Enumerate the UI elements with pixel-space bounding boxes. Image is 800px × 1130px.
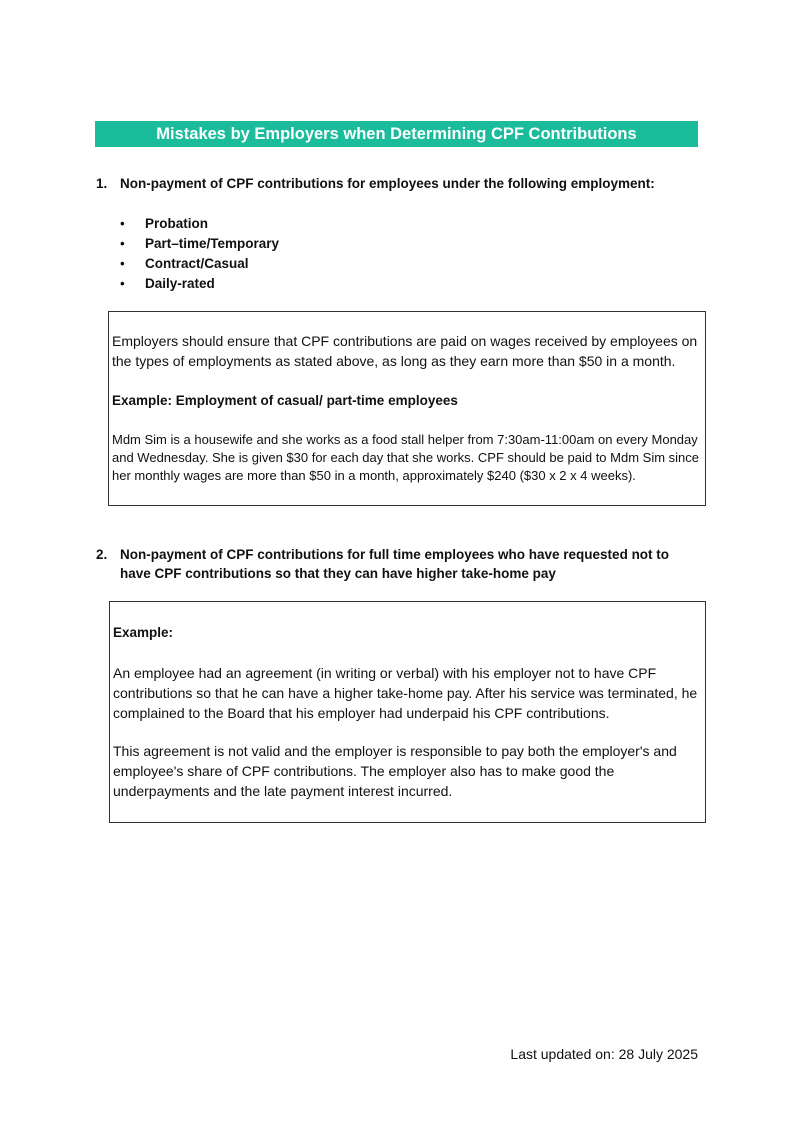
section-2-paragraph-1: An employee had an agreement (in writing or verbal) with his employer not to have CPF contributions so that he can have a higher take-home pay. After his service was terminated, he complained to the Board that his employer had underpaid his CPF contributions. — [113, 665, 698, 721]
list-item — [120, 274, 279, 294]
section-1-heading — [96, 174, 716, 194]
section-1-example-text: Mdm Sim is a housewife and she works as a food stall helper from 7:30am-11:00am on every Monday and Wednesday. She is given $30 for each day that she works. CPF should be paid to Mdm Sim since her monthly wages are more than $50 in a month, approximately $240 ($30 x 2 x 4 weeks). — [112, 432, 699, 483]
last-updated-label: Last updated on: 28 July 2025 — [510, 1046, 698, 1062]
section-1-example-heading: Example: Employment of casual/ part-time employees — [112, 393, 458, 408]
section-2-heading-text: Non-payment of CPF contributions for full time employees who have requested not to have CPF contributions so that they can have higher take-home pay — [120, 547, 670, 581]
section-1-example-box — [108, 311, 706, 506]
list-item — [120, 234, 279, 254]
page-title: Mistakes by Employers when Determining CPF Contributions — [95, 121, 698, 147]
section-2-example-heading: Example: — [113, 625, 174, 640]
section-2-number: 2. — [96, 547, 108, 562]
section-2-example-box — [109, 601, 706, 823]
section-1-number: 1. — [96, 176, 108, 191]
section-1-heading-text: Non-payment of CPF contributions for employees under the following employment: — [120, 176, 655, 191]
list-item-label: Daily-rated — [145, 276, 215, 291]
list-item-label: Contract/Casual — [145, 256, 249, 271]
list-item-label: Probation — [145, 216, 208, 231]
list-item — [120, 214, 279, 234]
list-item-label: Part–time/Temporary — [145, 236, 280, 251]
bullet-icon: • — [120, 236, 125, 251]
employment-types-list — [120, 214, 279, 294]
bullet-icon: • — [120, 256, 125, 271]
section-2-heading — [96, 545, 716, 585]
list-item — [120, 254, 279, 274]
bullet-icon: • — [120, 216, 125, 231]
section-2-paragraph-2: This agreement is not valid and the employer is responsible to pay both the employer's and employee's share of CPF contributions. The employer also has to make good the underpayments and the late payment interest incurred. — [113, 743, 677, 799]
bullet-icon: • — [120, 276, 125, 291]
section-1-intro: Employers should ensure that CPF contributions are paid on wages received by employees on the types of employments as stated above, as long as they earn more than $50 in a month. — [112, 333, 698, 369]
